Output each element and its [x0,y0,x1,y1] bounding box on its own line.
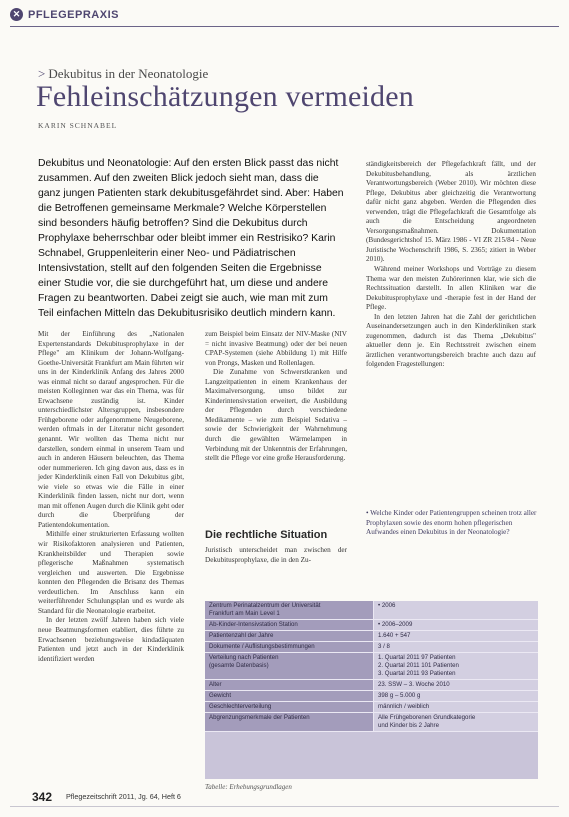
body-column-3 [366,160,536,370]
lead-paragraph: Dekubitus und Neonatologie: Auf den ersten Blick passt das nicht zusammen. Auf den zweiten Blick jedoch sieht man, dass die ganz jungen Patienten stark dekubitusgefährdet sind. Aber: Haben die Betroffenen gemeinsame Merkmale? Welche Körperstellen sind besonders häufig betroffen? Sind die Dekubitus durch Prophylaxe beherrschbar oder bleibt immer ein Restrisiko? Karin Schnabel, Gruppenleiterin einer Neo- und Pädiatrischen Intensivstation, stellt auf den folgenden Seiten die Ergebnisse einer Studie vor, die sie durchgeführt hat, um diese und andere Fragen zu beantworten. Dabei zeigt sie auch, wie man mit zum Teil einfachen Mitteln das Dekubitusrisiko deutlich mindern kann. [38,158,344,319]
paragraph: Mit der Einführung des „Nationalen Expertenstandards Dekubitusprophylaxe in der Pflege" am Klinikum der Johann-Wolfgang-Goethe-Universität Frankfurt am Main führten wir uns in der Kinderklinik Anfang des Jahres 2000 was einmal nicht so darauf angesprochen. Für die meisten Kolleginnen war das ein Thema, was für Erwachsene zuständig ist. Kinder unterschiedlichster Altersgruppen, insbesondere Frühgeborene oder aufgenommene Neugeborene, werden oftmals in der Literatur nicht gesondert genannt. Wir wollten das Thema nicht nur darstellen, sondern einmal in unserem Team und auch in anderen Häusern beleuchten, das Thema oder nummerieren. Ich ging davon aus, dass es in jeder Kinderklinik einen Fall von Dekubitus gibt, wie viele so etwas wie die Fälle in einer Kinderklinik finden lassen, nicht nur dort, wenn man mit offenen Augen durch die Klinik geht oder durch die Überprüfung der Patientendokumentation. [38,330,184,529]
table-row [205,631,538,642]
table-caption: Tabelle: Erhebungsgrundlagen [205,783,292,791]
table-cell-label: Abgrenzungsmerkmale der Patienten [205,713,374,732]
table-cell-value: 3 / 8 [374,642,539,653]
paragraph: Mithilfe einer strukturierten Erfassung wollten wir Risikofaktoren analysieren und Patienten, Krankheitsbilder und Therapien sowie pflegerische Maßnahmen systematisch vergleichen und auswerten. Die Ergebnisse konnten den Pflegenden die Brisanz des Themas verdeutlichen. Im Anschluss kann ein weiterführender Schulungsplan und es wurde als Standard für die Neonatologie erarbeitet. [38,530,184,615]
table-cell-label: Patientenzahl der Jahre [205,631,374,642]
table-row [205,653,538,680]
table-row [205,713,538,732]
table-row [205,702,538,713]
table-cell-label: Zentrum Perinatalzentrum der Universität Frankfurt am Main Level 1 [205,601,374,620]
table-row [205,680,538,691]
body-column-2b [205,546,347,565]
table-cell-label: Ab-Kinder-Intensivstation Station [205,620,374,631]
paragraph: Während meiner Workshops und Vorträge zu diesem Thema war den meisten Zuhörerinnen klar, wie sich die Rechtssituation darstellt. In allen Kliniken war die Dekubitusprophylaxe und -therapie fest in der Hand der Pflege. [366,265,536,312]
paragraph: Juristisch unterscheidet man zwischen der Dekubitusprophylaxe, die in den Zu- [205,546,347,564]
kicker-text: Dekubitus in der Neonatologie [48,66,209,81]
table-cell-label: Geschlechterverteilung [205,702,374,713]
footer-divider [10,806,559,807]
paragraph: Die Zunahme von Schwerstkranken und Langzeitpatienten in einem Krankenhaus der Maximalversorgung, umso bildet zur Kinderintensivstation erweitert, die Ausbildung der Pflegenden durch verschiedene Medikamente – wie zum Beispiel Sedativa – sowie der Schwierigkeit der Wahrnehmung durch die gewählten Wärmelampen in Verbindung mit der Unkenntnis der Erfahrungen, stellt die Pflege vor eine große Herausforderung. [205,368,347,463]
x-circle-icon: ✕ [10,8,23,21]
table-cell-label: Dokumente / Auflistungsbestimmungen [205,642,374,653]
paragraph: In der letzten zwölf Jahren haben sich viele neue Beatmungsformen etabliert, dies führte zu Erwachsenen beziehungsweise kindadäquaten Patienten und jetzt auch in der Kinderklinik identifiziert werden [38,616,184,663]
table-cell-label: Gewicht [205,691,374,702]
table-cell-value: 23. SSW – 3. Woche 2010 [374,680,539,691]
section-label: PFLEGEPRAXIS [28,8,119,21]
body-column-2 [205,330,347,464]
table-cell-label: Verteilung nach Patienten (gesamte Datenbasis) [205,653,374,680]
table-cell-value: • 2006 [374,601,539,620]
page-title: Fehleinschätzungen vermeiden [36,80,414,113]
info-table [205,601,538,732]
table-cell-value: männlich / weiblich [374,702,539,713]
table-row [205,642,538,653]
question-list: • Welche Kinder oder Patientengruppen scheinen trotz aller Prophylaxen sowie des enorm hohen pflegerischen Aufwandes einen Dekubitus in der Neonatologie? [366,509,537,537]
paragraph: ständigkeitsbereich der Pflegefachkraft fällt, und der Dekubitusbehandlung, als ärztlichen Verantwortungsbereich (Weber 2010). Wir möchten diese Pflege, Dekubitus aber gleichzeitig die Verantwortung dafür nicht ganz abgeben. Werden die Pflegenden dies verwenden, trägt die Pflegefachkraft die Gesamtfolge als auch die Entscheidung angeordneten Versorgungsmaßnahmen. Dokumentation (Bundesgerichtshof 15. März 1986 - VI ZR 215/84 - Neue Juristische Wochenschrift 1986, S. 2365; zitiert in Weber 2010). [366,160,536,264]
info-table-box [205,601,538,779]
header-divider [10,26,559,27]
paragraph: In den letzten Jahren hat die Zahl der gerichtlichen Auseinandersetzungen auch in den Kinderkliniken stark zugenommen, dadurch ist das Thema „Dekubitus" aktueller denn je. Ein Rechtsstreit zwischen einem ärztlichen verantwortungsbereich brachte auch dazu auf folgenden Fragestellungen: [366,312,536,369]
table-cell-value: • 2006–2009 [374,620,539,631]
table-row [205,601,538,620]
table-cell-value: 398 g – 5.000 g [374,691,539,702]
table-row [205,620,538,631]
section-header [10,8,119,21]
table-cell-value: 1.640 + 547 [374,631,539,642]
author-byline: KARIN SCHNABEL [38,121,118,130]
footer-source: Pflegezeitschrift 2011, Jg. 64, Heft 6 [66,792,181,801]
body-column-1 [38,330,184,664]
subheading: Die rechtliche Situation [205,529,328,541]
table-cell-label: Alter [205,680,374,691]
paragraph: zum Beispiel beim Einsatz der NIV-Maske (NIV = nicht invasive Beatmung) oder der bei neuen CPAP-Systemen (siehe Abbildung 1) mit Hilfe von Prongs, Masken und Rollenlagen. [205,330,347,367]
page-number: 342 [32,790,53,804]
table-row [205,691,538,702]
table-cell-value: Alle Frühgeborenen Grundkategorie und Kinder bis 2 Jahre [374,713,539,732]
table-cell-value: 1. Quartal 2011 97 Patienten 2. Quartal 2011 101 Patienten 3. Quartal 2011 93 Patienten [374,653,539,680]
chevron-right-icon: > [38,66,46,81]
